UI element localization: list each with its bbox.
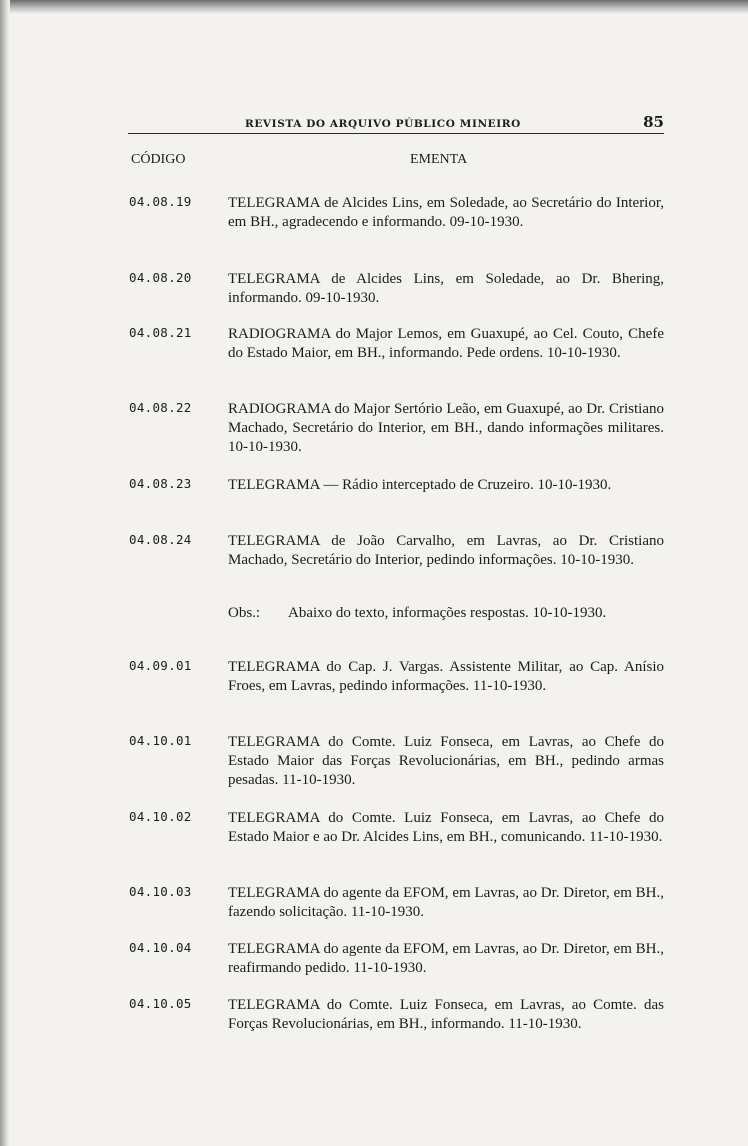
entry-code: 04.10.05 bbox=[129, 996, 192, 1011]
entry-text: TELEGRAMA do Comte. Luiz Fonseca, em Lavras, ao Chefe do Estado Maior das Forças Revolucionárias, em BH., pedindo armas pesadas. 11-10-1930. bbox=[228, 734, 664, 788]
entry-text: TELEGRAMA de Alcides Lins, em Soledade, ao Secretário do Interior, em BH., agradecendo e informando. 09-10-1930. bbox=[228, 195, 664, 230]
entry-text: TELEGRAMA do agente da EFOM, em Lavras, ao Dr. Diretor, em BH., reafirmando pedido. 11-10-1930. bbox=[228, 941, 664, 976]
scan-edge-top bbox=[0, 0, 748, 14]
entry-code: 04.10.01 bbox=[129, 733, 192, 748]
entry-obs-text: Abaixo do texto, informações respostas. 10-10-1930. bbox=[288, 605, 607, 621]
entry-code: 04.09.01 bbox=[129, 658, 192, 673]
entry-code: 04.08.20 bbox=[129, 270, 192, 285]
entry-text: TELEGRAMA — Rádio interceptado de Cruzeiro. 10-10-1930. bbox=[228, 477, 612, 493]
entry-text: TELEGRAMA de Alcides Lins, em Soledade, ao Dr. Bhering, informando. 09-10-1930. bbox=[228, 271, 664, 306]
entry-text: TELEGRAMA do agente da EFOM, em Lavras, ao Dr. Diretor, em BH., fazendo solicitação. 11-10-1930. bbox=[228, 885, 664, 920]
entry-code: 04.08.23 bbox=[129, 476, 192, 491]
entry-text: RADIOGRAMA do Major Lemos, em Guaxupé, ao Cel. Couto, Chefe do Estado Maior, em BH., informando. Pede ordens. 10-10-1930. bbox=[228, 326, 664, 361]
scan-edge-left bbox=[0, 0, 10, 1146]
entry-code: 04.10.02 bbox=[129, 809, 192, 824]
entry-code: 04.10.03 bbox=[129, 884, 192, 899]
entry-code: 04.08.19 bbox=[129, 194, 192, 209]
page-header bbox=[128, 112, 664, 134]
entry-text: TELEGRAMA do Comte. Luiz Fonseca, em Lavras, ao Comte. das Forças Revolucionárias, em BH., informando. 11-10-1930. bbox=[228, 997, 664, 1032]
entry-code: 04.08.21 bbox=[129, 325, 192, 340]
running-title: REVISTA DO ARQUIVO PÚBLICO MINEIRO bbox=[245, 118, 521, 130]
entry-code: 04.10.04 bbox=[129, 940, 192, 955]
page-number: 85 bbox=[643, 113, 664, 131]
column-header-ementa: EMENTA bbox=[410, 152, 468, 167]
entry-text: TELEGRAMA do Cap. J. Vargas. Assistente Militar, ao Cap. Anísio Froes, em Lavras, pedindo informações. 11-10-1930. bbox=[228, 659, 664, 694]
entry-text: TELEGRAMA de João Carvalho, em Lavras, ao Dr. Cristiano Machado, Secretário do Interior, pedindo informações. 10-10-1930. bbox=[228, 533, 664, 568]
entry-obs-label: Obs.: bbox=[228, 605, 261, 621]
entry-text: RADIOGRAMA do Major Sertório Leão, em Guaxupé, ao Dr. Cristiano Machado, Secretário do Interior, em BH., dando informações militares. 10-10-1930. bbox=[228, 401, 664, 455]
header-rule bbox=[128, 133, 664, 134]
entry-code: 04.08.24 bbox=[129, 532, 192, 547]
column-header-code: CÓDIGO bbox=[131, 152, 186, 167]
entry-code: 04.08.22 bbox=[129, 400, 192, 415]
entry-text: TELEGRAMA do Comte. Luiz Fonseca, em Lavras, ao Chefe do Estado Maior e ao Dr. Alcides Lins, em BH., comunicando. 11-10-1930. bbox=[228, 810, 664, 845]
